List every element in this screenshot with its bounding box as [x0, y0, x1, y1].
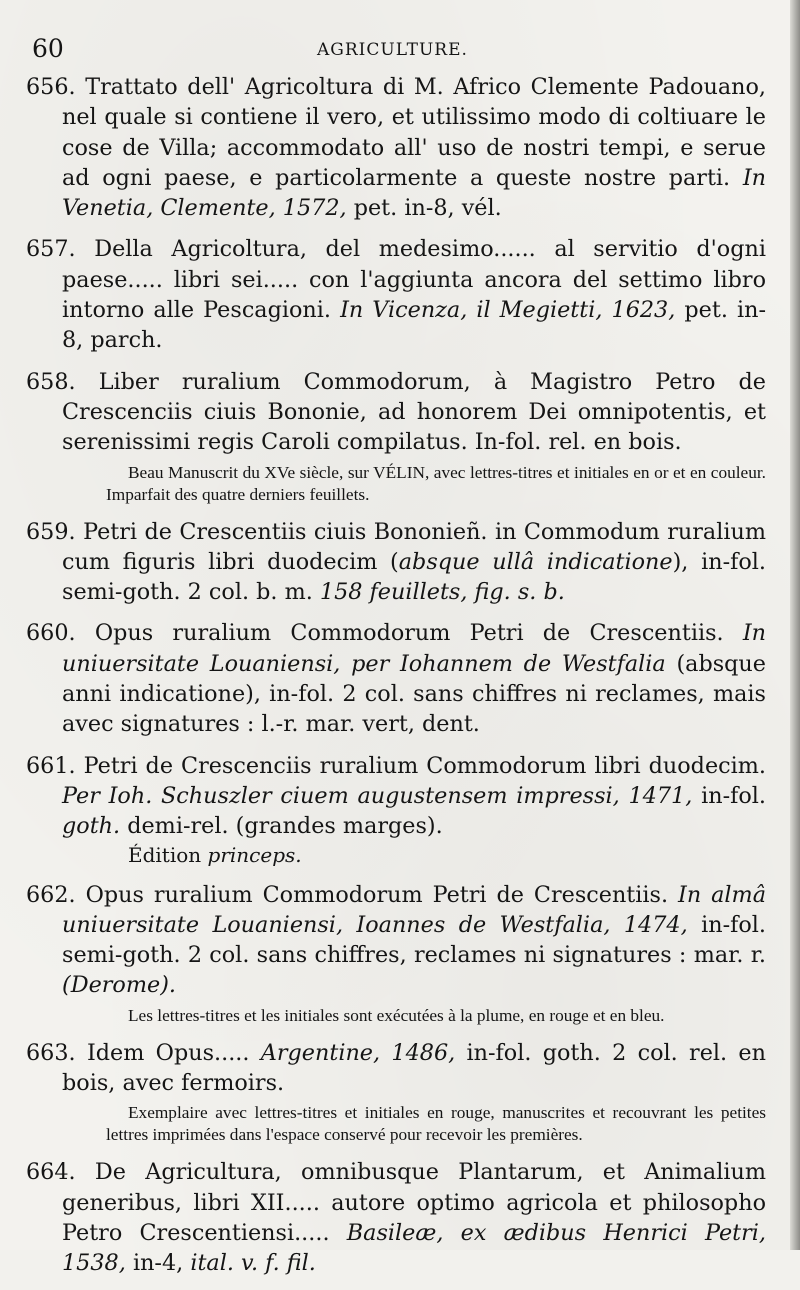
catalogue-entry	[26, 72, 767, 223]
catalogue-entry	[26, 517, 766, 608]
entry-imprint: In Venetia, Clemente, 1572,	[62, 164, 767, 222]
catalogue-entries	[26, 72, 767, 1290]
entry-title: Petri de Crescenciis ruralium Commodorum libri duodecim.	[83, 752, 766, 779]
entry-number: 662.	[26, 881, 76, 908]
entry-number: 663.	[26, 1039, 76, 1066]
catalogue-entry	[26, 367, 766, 506]
entry-title-continued: ), in-fol. semi-goth. 2 col. b. m.	[62, 548, 766, 606]
entry-format: in-fol.	[701, 782, 766, 809]
entry-title: Idem Opus.....	[86, 1039, 250, 1066]
page-number: 60	[32, 34, 64, 63]
entry-format: pet. in-8, vél.	[353, 195, 502, 222]
catalogue-entry	[26, 880, 766, 1027]
entry-format: in-4,	[132, 1250, 184, 1277]
entry-title: Opus ruralium Commodorum Petri de Crescentiis.	[94, 620, 724, 647]
catalogue-entry	[26, 618, 767, 739]
entry-imprint: In uniuersitate Louaniensi, per Iohannem de Westfalia	[62, 620, 767, 677]
entry-imprint: Per Ioh. Schuszler ciuem augustensem impressi, 1471,	[62, 782, 693, 809]
entry-format-italic: (Derome).	[62, 972, 176, 999]
catalogue-entry	[26, 1157, 767, 1278]
entry-note-italic: princeps.	[207, 842, 302, 867]
page-edge-shadow	[790, 0, 800, 1250]
entry-number: 657.	[26, 236, 76, 263]
entry-title: Petri de Crescentiis ciuis Bononieñ. in Commodum ruralium cum figuris libri duodecim (	[62, 518, 766, 575]
entry-title: Liber ruralium Commodorum, à Magistro Petro de Crescenciis ciuis Bononie, ad honorem Dei omnipotentis, et serenissimi regis Caroli compilatus. In-fol. rel. en bois.	[62, 368, 766, 456]
catalogue-entry	[26, 751, 766, 869]
entry-format: in-fol. semi-goth. 2 col. sans chiffres, reclames ni signatures : mar. r.	[62, 911, 766, 969]
entry-number: 664.	[26, 1159, 76, 1186]
page-header	[32, 34, 772, 64]
entry-note: Édition	[128, 842, 202, 867]
entry-note: Les lettres-titres et les initiales sont exécutées à la plume, en rouge et en bleu.	[128, 1005, 665, 1025]
catalogue-entry	[26, 1038, 766, 1147]
entry-imprint: In almâ uniuersitate Louaniensi, Ioannes de Westfalia, 1474,	[62, 881, 766, 938]
entry-note: Beau Manuscrit du XVe siècle, sur VÉLIN, avec lettres-titres et initiales en or et en couleur. Imparfait des quatre derniers feuillets.	[106, 462, 766, 504]
entry-format-italic: 158 feuillets, fig. s. b.	[319, 579, 565, 606]
entry-imprint: absque ullâ indicatione	[398, 548, 673, 575]
entry-format-continued: demi-rel. (grandes marges).	[127, 813, 443, 840]
entry-format-italic: goth.	[62, 813, 121, 840]
entry-title: De Agricultura, omnibusque Plantarum, et Animalium generibus, libri XII..... autore optimo agricola et philosopho Petro Crescentiensi.....	[62, 1159, 766, 1246]
running-head: AGRICULTURE.	[317, 40, 468, 60]
entry-imprint: In Vicenza, il Megietti, 1623,	[340, 297, 676, 324]
entry-note: Exemplaire avec lettres-titres et initiales en rouge, manuscrites et recouvrant les petites lettres imprimées dans l'espace conservé pour recevoir les premières.	[106, 1103, 766, 1145]
entry-imprint: Basileæ, ex ædibus Henrici Petri, 1538,	[62, 1219, 767, 1277]
entry-number: 660.	[26, 620, 76, 647]
entry-number: 658.	[26, 368, 76, 395]
entry-format: (absque anni indicatione), in-fol. 2 col. sans chiffres ni reclames, mais avec signatures : l.-r. mar. vert, dent.	[62, 650, 766, 738]
entry-number: 661.	[26, 752, 76, 779]
entry-imprint: Argentine, 1486,	[260, 1039, 456, 1066]
catalogue-entry	[26, 234, 767, 355]
entry-format: in-fol. goth. 2 col. rel. en bois, avec fermoirs.	[62, 1039, 766, 1097]
entry-format: pet. in-8, parch.	[62, 297, 767, 354]
entry-title: Della Agricoltura, del medesimo...... al servitio d'ogni paese..... libri sei..... con l'aggiunta ancora del settimo libro intorno alle Pescagioni.	[62, 236, 766, 324]
entry-title: Opus ruralium Commodorum Petri de Crescentiis.	[85, 881, 669, 908]
entry-format-italic: ital. v. f. fil.	[190, 1250, 316, 1277]
entry-title: Trattato dell' Agricoltura di M. Africo Clemente Padouano, nel quale si contiene il vero, et utilissimo modo di coltiuare le cose de Villa; accommodato all' uso de nostri tempi, e serue ad ogni paese, e particolarmente a queste nostre parti.	[62, 74, 766, 191]
entry-number: 656.	[26, 74, 76, 100]
entry-number: 659.	[26, 518, 76, 545]
